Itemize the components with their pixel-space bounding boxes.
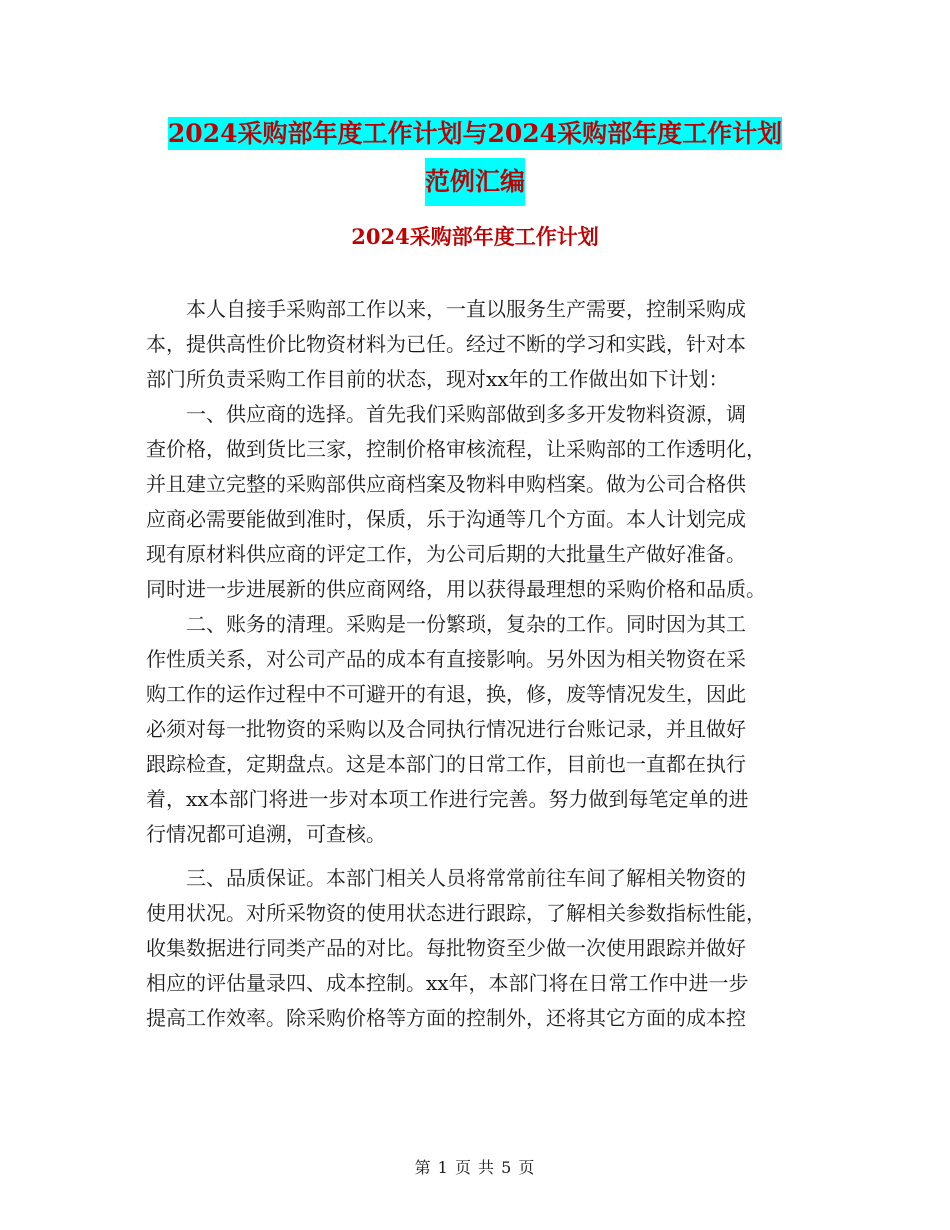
body-line: 行情况都可追溯，可查核。 [146,822,386,846]
body-line: 同时进一步进展新的供应商网络，用以获得最理想的采购价格和品质。 [146,577,766,601]
body-line: 相应的评估量录四、成本控制。xx年，本部门将在日常工作中进一步 [146,971,749,995]
document-title-line1: 2024采购部年度工作计划与2024采购部年度工作计划 [167,119,783,148]
body-line: 作性质关系，对公司产品的成本有直接影响。另外因为相关物资在采 [146,647,746,671]
body-line: 并且建立完整的采购部供应商档案及物料申购档案。做为公司合格供 [146,472,746,496]
body-line: 应商必需要能做到准时，保质，乐于沟通等几个方面。本人计划完成 [146,507,746,531]
body-line: 跟踪检查，定期盘点。这是本部门的日常工作，目前也一直都在执行 [146,752,746,776]
body-line: 购工作的运作过程中不可避开的有退，换，修，废等情况发生，因此 [146,682,746,706]
body-line: 二、账务的清理。采购是一份繁琐，复杂的工作。同时因为其工 [186,612,746,636]
body-line: 着，xx本部门将进一步对本项工作进行完善。努力做到每笔定单的进 [146,787,749,811]
body-line: 使用状况。对所采物资的使用状态进行跟踪，了解相关参数指标性能， [146,901,766,925]
document-title-line2: 范例汇编 [425,158,525,206]
document-title [0,112,950,206]
page-footer: 第 1 页 共 5 页 [414,1158,536,1177]
body-line: 提高工作效率。除采购价格等方面的控制外，还将其它方面的成本控 [146,1006,746,1030]
body-line: 必须对每一批物资的采购以及合同执行情况进行台账记录，并且做好 [146,717,746,741]
body-line: 查价格，做到货比三家，控制价格审核流程，让采购部的工作透明化， [146,437,766,461]
body-line: 收集数据进行同类产品的对比。每批物资至少做一次使用跟踪并做好 [146,936,746,960]
paragraph-gap [146,852,806,861]
body-line: 部门所负责采购工作目前的状态，现对xx年的工作做出如下计划： [146,367,729,391]
body-line: 本，提供高性价比物资材料为已任。经过不断的学习和实践，针对本 [146,332,746,356]
body-line: 现有原材料供应商的评定工作，为公司后期的大批量生产做好准备。 [146,542,746,566]
body-line: 本人自接手采购部工作以来，一直以服务生产需要，控制采购成 [186,297,746,321]
body-line: 三、品质保证。本部门相关人员将常常前往车间了解相关物资的 [186,866,746,890]
body-line: 一、供应商的选择。首先我们采购部做到多多开发物料资源，调 [186,402,746,426]
section-title: 2024采购部年度工作计划 [351,224,599,249]
document-body [146,292,806,1036]
